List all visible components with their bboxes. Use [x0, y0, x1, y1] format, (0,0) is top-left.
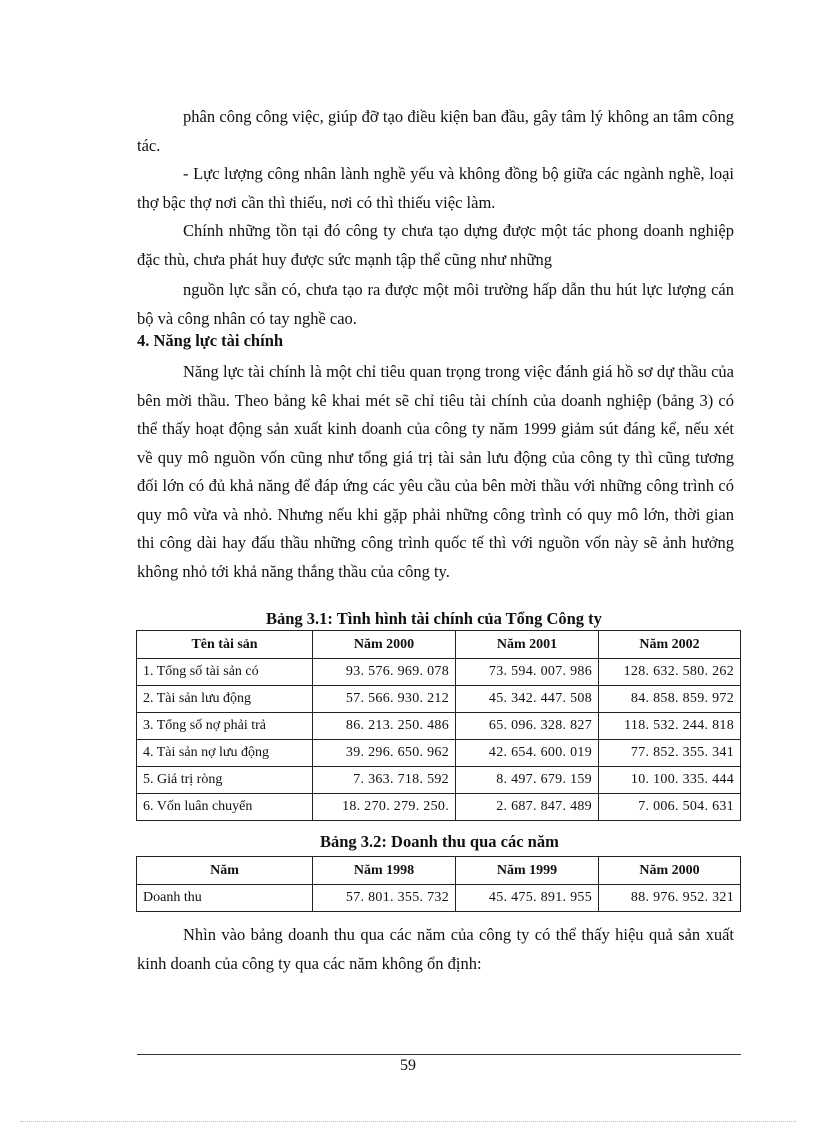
table-row — [137, 794, 741, 821]
financial-table — [136, 630, 741, 821]
table-cell: 86. 213. 250. 486 — [313, 713, 456, 740]
table1-caption: Bảng 3.1: Tình hình tài chính của Tổng Công ty — [266, 609, 602, 628]
table-cell: 3. Tổng số nợ phải trả — [137, 713, 313, 740]
table-header-cell: Năm 2000 — [313, 631, 456, 659]
table-header-row — [137, 631, 741, 659]
paragraph-1: phân công công việc, giúp đỡ tạo điều kiện ban đầu, gây tâm lý không an tâm công tác. — [137, 107, 734, 155]
revenue-table — [136, 856, 741, 912]
table-cell: 65. 096. 328. 827 — [456, 713, 599, 740]
paragraph-5: Năng lực tài chính là một chỉ tiêu quan trọng trong việc đánh giá hồ sơ dự thầu của bên mời thầu. Theo bảng kê khai mét sẽ chỉ tiêu tài chính của doanh nghiệp (bảng 3) có thể thấy hoạt động sản xuất kinh doanh của công ty năm 1999 giảm sút đáng kể, nếu xét về quy mô nguồn vốn cũng như tổng giá trị tài sản lưu động của công ty thì cũng tương đối lớn có đủ khả năng để đáp ứng các yêu cầu của bên mời thầu với những công trình có quy mô vừa và nhỏ. Nhưng nếu khi gặp phải những công trình có quy mô lớn, thời gian thi công dài hay đấu thầu những công trình quốc tế thì với nguồn vốn này sẽ ảnh hưởng không nhỏ tới khả năng thắng thầu của công ty. — [137, 362, 734, 581]
table-row — [137, 659, 741, 686]
table-cell: 6. Vốn luân chuyển — [137, 794, 313, 821]
table-cell: 57. 801. 355. 732 — [313, 885, 456, 912]
table-cell: 42. 654. 600. 019 — [456, 740, 599, 767]
table-cell: 7. 006. 504. 631 — [599, 794, 741, 821]
paragraph-6: Nhìn vào bảng doanh thu qua các năm của công ty có thể thấy hiệu quả sản xuất kinh doanh của công ty qua các năm không ổn định: — [137, 925, 734, 973]
table-header-cell: Năm 2000 — [599, 857, 741, 885]
table-header-cell: Năm 2002 — [599, 631, 741, 659]
table-cell: 128. 632. 580. 262 — [599, 659, 741, 686]
table-cell: 5. Giá trị ròng — [137, 767, 313, 794]
table2-caption: Bảng 3.2: Doanh thu qua các năm — [320, 832, 559, 851]
table-cell: 73. 594. 007. 986 — [456, 659, 599, 686]
table-cell: 7. 363. 718. 592 — [313, 767, 456, 794]
paragraph-2: - Lực lượng công nhân lành nghề yếu và không đồng bộ giữa các ngành nghề, loại thợ bậc thợ nơi cần thì thiếu, nơi có thì thiếu việc làm. — [137, 164, 734, 212]
table-header-cell: Tên tài sản — [137, 631, 313, 659]
footer-divider — [137, 1054, 741, 1055]
table-header-cell: Năm 1998 — [313, 857, 456, 885]
page-bottom-dotted-border — [20, 1121, 796, 1122]
table-row — [137, 767, 741, 794]
paragraph-4: nguồn lực sẵn có, chưa tạo ra được một môi trường hấp dẫn thu hút lực lượng cán bộ và công nhân có tay nghề cao. — [137, 280, 734, 328]
table-cell: 1. Tổng số tài sản có — [137, 659, 313, 686]
table-cell: 8. 497. 679. 159 — [456, 767, 599, 794]
table-cell: 118. 532. 244. 818 — [599, 713, 741, 740]
table-cell: 39. 296. 650. 962 — [313, 740, 456, 767]
table-cell: 57. 566. 930. 212 — [313, 686, 456, 713]
table-cell: 77. 852. 355. 341 — [599, 740, 741, 767]
table-cell: 88. 976. 952. 321 — [599, 885, 741, 912]
table-cell: 10. 100. 335. 444 — [599, 767, 741, 794]
table-cell: 2. Tài sản lưu động — [137, 686, 313, 713]
table-cell: 18. 270. 279. 250. — [313, 794, 456, 821]
table-cell: 45. 475. 891. 955 — [456, 885, 599, 912]
table-row — [137, 885, 741, 912]
table-cell: 84. 858. 859. 972 — [599, 686, 741, 713]
table-header-cell: Năm — [137, 857, 313, 885]
table-cell: 2. 687. 847. 489 — [456, 794, 599, 821]
table-cell: Doanh thu — [137, 885, 313, 912]
table-header-cell: Năm 2001 — [456, 631, 599, 659]
page-number: 59 — [400, 1057, 416, 1074]
table-header-row — [137, 857, 741, 885]
paragraph-3: Chính những tồn tại đó công ty chưa tạo dựng được một tác phong doanh nghiệp đặc thù, chưa phát huy được sức mạnh tập thể cũng như những — [137, 221, 734, 269]
table-cell: 45. 342. 447. 508 — [456, 686, 599, 713]
table-row — [137, 713, 741, 740]
table-row — [137, 740, 741, 767]
table-header-cell: Năm 1999 — [456, 857, 599, 885]
section-heading: 4. Năng lực tài chính — [137, 331, 284, 350]
table-cell: 93. 576. 969. 078 — [313, 659, 456, 686]
table-cell: 4. Tài sản nợ lưu động — [137, 740, 313, 767]
table-row — [137, 686, 741, 713]
